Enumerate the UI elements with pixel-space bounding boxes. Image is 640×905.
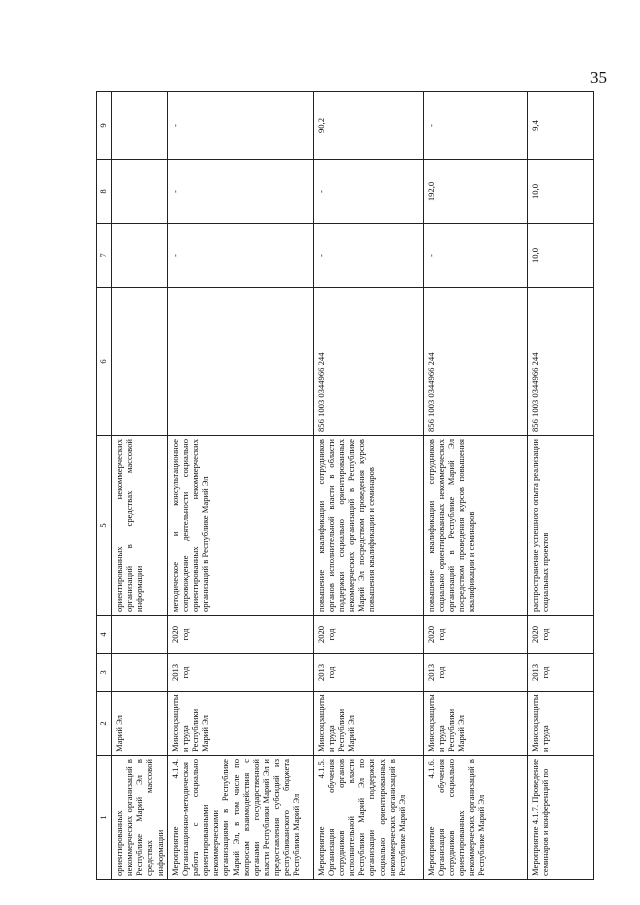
expected-result: повышение квалификации сотрудников социально ориентированных некоммерческих организаций в Республике Марий Эл посредством проведения курсов повышения квалификации и семинаров: [423, 436, 527, 616]
table-row: [527, 92, 593, 880]
start-year: 2013 год: [527, 654, 593, 692]
value-col7: -: [167, 224, 313, 288]
responsible-executor: Марий Эл: [112, 692, 168, 756]
column-number-row: [97, 92, 112, 880]
column-number: 4: [97, 616, 112, 654]
end-year: [112, 616, 168, 654]
budget-code: [167, 288, 313, 436]
value-col8: 10,0: [527, 160, 593, 224]
value-col9: [112, 92, 168, 160]
end-year: 2020 год: [423, 616, 527, 654]
budget-code: [112, 288, 168, 436]
measure-name: Мероприятие 4.1.7. Проведение семинаров и конференций по: [527, 756, 593, 880]
expected-result: распространение успешного опыта реализации социальных проектов: [527, 436, 593, 616]
value-col7: -: [313, 224, 423, 288]
column-number: 1: [97, 756, 112, 880]
budget-code: 856 1003 0344966 244: [527, 288, 593, 436]
expected-result: повышение квалификации сотрудников органов исполнительной власти в области поддержки социально ориентированных некоммерческих организаций в Республике Марий Эл посредством проведения курсов повышения квалификации и семинаров: [313, 436, 423, 616]
start-year: 2013 год: [167, 654, 313, 692]
program-measures-table: [96, 91, 594, 880]
value-col9: 90,2: [313, 92, 423, 160]
budget-code: 856 1003 0344966 244: [423, 288, 527, 436]
table-row: [423, 92, 527, 880]
column-number: 3: [97, 654, 112, 692]
value-col8: [112, 160, 168, 224]
column-number: 8: [97, 160, 112, 224]
start-year: 2013 год: [313, 654, 423, 692]
value-col7: [112, 224, 168, 288]
value-col9: 9,4: [527, 92, 593, 160]
responsible-executor: Минсоцзащиты и труда Республики Марий Эл: [423, 692, 527, 756]
column-number: 2: [97, 692, 112, 756]
column-number: 5: [97, 436, 112, 616]
responsible-executor: Минсоцзащиты и труда Республики Марий Эл: [167, 692, 313, 756]
table-row: [313, 92, 423, 880]
column-number: 6: [97, 288, 112, 436]
page-number: 35: [590, 68, 607, 87]
column-number: 9: [97, 92, 112, 160]
responsible-executor: Минсоцзащиты и труда Республики Марий Эл: [313, 692, 423, 756]
end-year: 2020 год: [167, 616, 313, 654]
value-col8: 192,0: [423, 160, 527, 224]
measure-name: Мероприятие 4.1.5. Организация обучения сотрудников органов исполнительной власти Республики Марий Эл по организации поддержки социально ориентированных некоммерческих организаций в Республике Марий Эл: [313, 756, 423, 880]
measure-name: Мероприятие 4.1.4. Организационно-методическая работа с социально ориентированными некоммерческими организациями в Республике Марий Эл, в том числе по вопросам взаимодействия с органами государственной власти Республики Марий Эл и предоставления субсидий из республиканского бюджета Республики Марий Эл: [167, 756, 313, 880]
measure-name: Мероприятие 4.1.6. Организация обучения сотрудников социально ориентированных некоммерческих организаций в Республике Марий Эл: [423, 756, 527, 880]
budget-code: 856 1003 0344966 244: [313, 288, 423, 436]
value-col7: 10,0: [527, 224, 593, 288]
end-year: 2020 год: [313, 616, 423, 654]
value-col7: -: [423, 224, 527, 288]
table-row: [112, 92, 168, 880]
value-col9: -: [423, 92, 527, 160]
value-col8: -: [167, 160, 313, 224]
column-number: 7: [97, 224, 112, 288]
rotated-table-wrapper: [96, 92, 586, 880]
start-year: 2013 год: [423, 654, 527, 692]
expected-result: ориентированных некоммерческих организаций в средствах массовой информации: [112, 436, 168, 616]
end-year: 2020 год: [527, 616, 593, 654]
measure-name: ориентированных некоммерческих организаций в Республике Марий Эл в средствах массовой информации: [112, 756, 168, 880]
start-year: [112, 654, 168, 692]
responsible-executor: Минсоцзащиты и труда: [527, 692, 593, 756]
table-row: [167, 92, 313, 880]
value-col8: -: [313, 160, 423, 224]
value-col9: -: [167, 92, 313, 160]
expected-result: методическое и консультационное сопровождение деятельности социально ориентированных некоммерческих организаций в Республике Марий Эл: [167, 436, 313, 616]
